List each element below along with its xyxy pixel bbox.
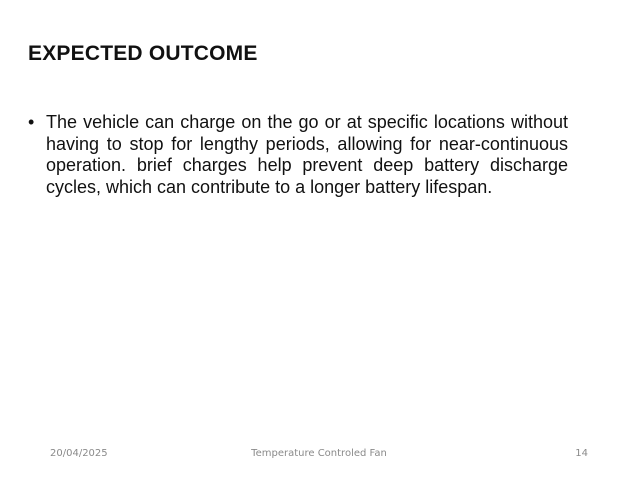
bullet-icon: •: [28, 112, 35, 132]
bullet-item: [28, 112, 568, 198]
footer-title: Temperature Controled Fan: [251, 448, 387, 459]
slide-title: EXPECTED OUTCOME: [28, 42, 258, 65]
footer-date: 20/04/2025: [50, 448, 108, 459]
bullet-text: The vehicle can charge on the go or at specific locations without having to stop for lengthy periods, allowing for near-continuous operation. brief charges help prevent deep battery discharge cycles, which can contribute to a longer battery lifespan.: [46, 112, 568, 197]
slide-body: [28, 112, 568, 198]
footer-page-number: 14: [575, 448, 588, 459]
